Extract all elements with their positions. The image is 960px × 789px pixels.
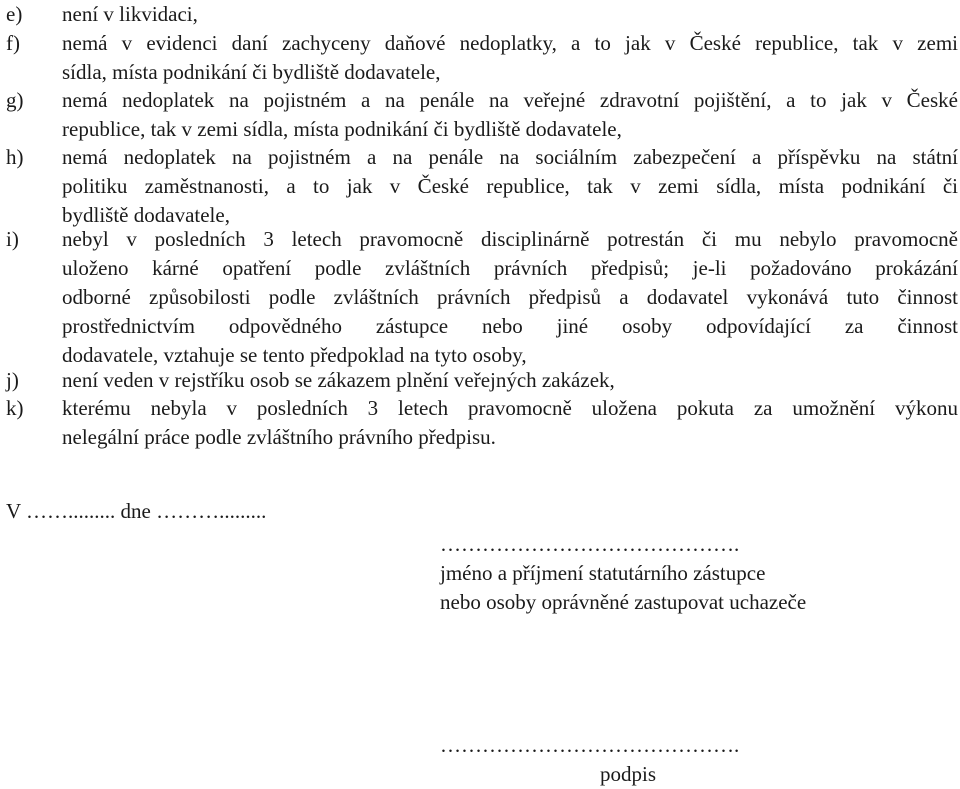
name-label-line-2: nebo osoby oprávněné zastupovat uchazeče: [440, 590, 807, 614]
text-line: nebyl v posledních 3 letech pravomocně disciplinárně potrestán či mu nebylo pravomocně: [62, 227, 958, 251]
text-line: dodavatele, vztahuje se tento předpoklad na tyto osoby,: [62, 343, 527, 367]
list-item-i: [6, 225, 958, 370]
item-text: [62, 0, 958, 29]
item-letter: k): [6, 396, 24, 420]
item-letter: f): [6, 31, 20, 55]
item-text: [62, 366, 958, 395]
list-item-j: [6, 366, 958, 395]
name-label-line-1: jméno a příjmení statutárního zástupce: [440, 561, 766, 585]
item-text: [62, 225, 958, 370]
item-text: [62, 394, 958, 452]
list-item-g: [6, 86, 958, 144]
item-letter: g): [6, 88, 24, 112]
text-line: republice, tak v zemi sídla, místa podnikání či bydliště dodavatele,: [62, 117, 622, 141]
text-line: uloženo kárné opatření podle zvláštních právních předpisů; je-li požadováno prokázání: [62, 256, 958, 280]
list-item-f: [6, 29, 958, 87]
item-letter: h): [6, 145, 24, 169]
text-line: není v likvidaci,: [62, 2, 198, 26]
signature-dots: …………………………………….: [440, 733, 740, 757]
text-line: odborné způsobilosti podle zvláštních právních předpisů a dodavatel vykonává tuto činnost: [62, 285, 958, 309]
signature-label: podpis: [600, 762, 657, 786]
list-item-e: [6, 0, 958, 29]
text-line: nelegální práce podle zvláštního právního předpisu.: [62, 425, 496, 449]
item-text: [62, 143, 958, 230]
item-text: [62, 29, 958, 87]
text-line: nemá nedoplatek na pojistném a na penále na sociálním zabezpečení a příspěvku na státní: [62, 145, 958, 169]
text-line: kterému nebyla v posledních 3 letech pravomocně uložena pokuta za umožnění výkonu: [62, 396, 958, 420]
item-letter: i): [6, 227, 19, 251]
text-line: politiku zaměstnanosti, a to jak v České republice, tak v zemi sídla, místa podnikání či: [62, 174, 958, 198]
text-line: nemá nedoplatek na pojistném a na penále na veřejné zdravotní pojištění, a to jak v České: [62, 88, 958, 112]
list-item-h: [6, 143, 958, 230]
item-letter: j): [6, 368, 19, 392]
list-item-k: [6, 394, 958, 452]
text-line: není veden v rejstříku osob se zákazem plnění veřejných zakázek,: [62, 368, 615, 392]
signature-block-podpis: [440, 731, 739, 789]
text-line: sídla, místa podnikání či bydliště dodavatele,: [62, 60, 441, 84]
text-line: bydliště dodavatele,: [62, 203, 230, 227]
item-letter: e): [6, 2, 23, 26]
place-date-line: V ……......... dne ……….........: [6, 499, 267, 523]
text-line: prostřednictvím odpovědného zástupce nebo jiné osoby odpovídající za činnost: [62, 314, 958, 338]
signature-block-name: [440, 530, 806, 617]
item-text: [62, 86, 958, 144]
text-line: nemá v evidenci daní zachyceny daňové nedoplatky, a to jak v České republice, tak v zemi: [62, 31, 958, 55]
signature-dots: …………………………………….: [440, 532, 740, 556]
